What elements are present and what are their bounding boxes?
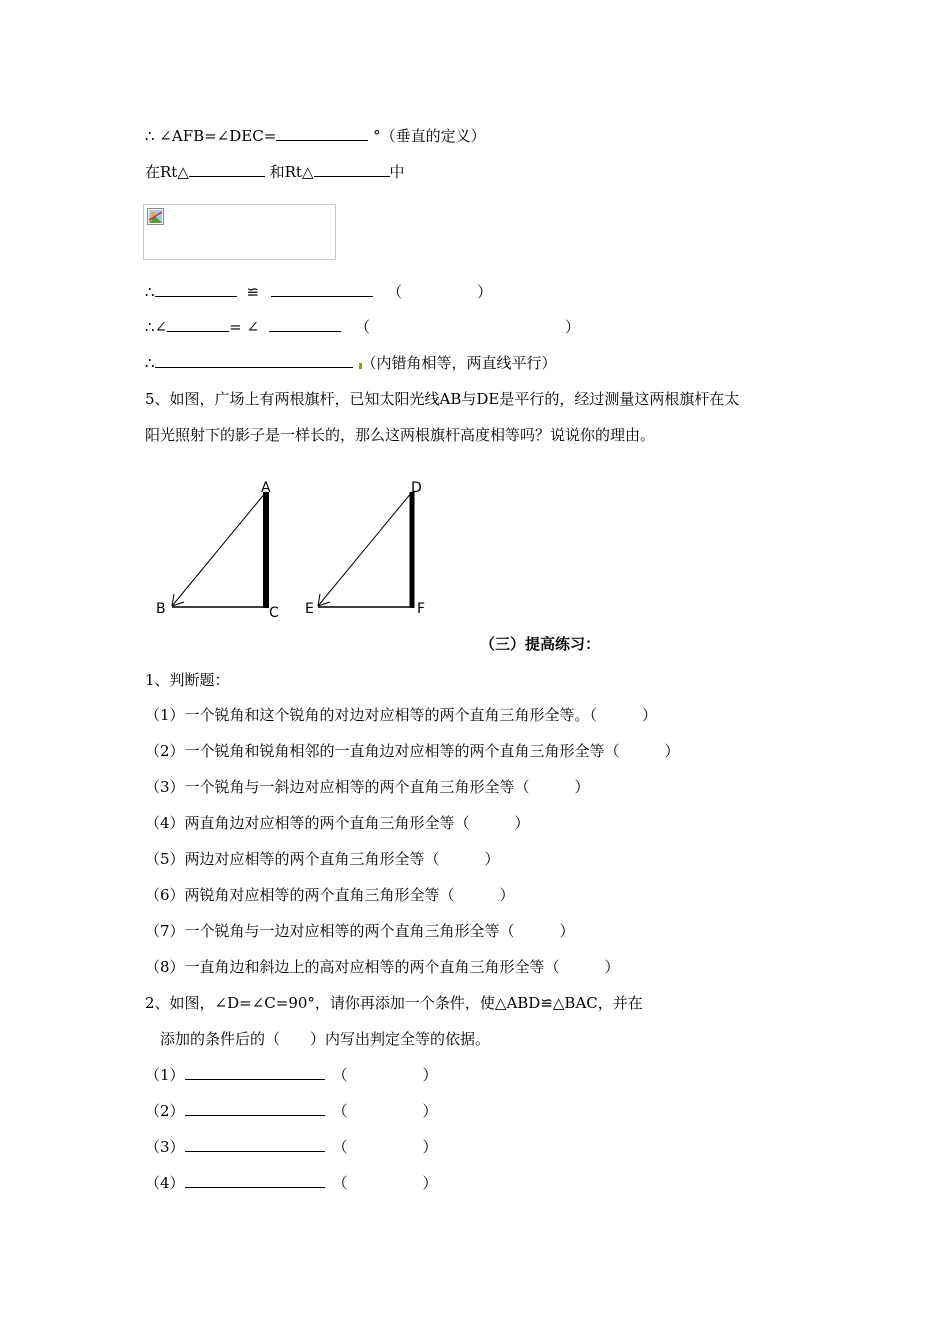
- answer-blank[interactable]: [155, 353, 353, 368]
- q2-item-4: （4） （ ）: [145, 1174, 438, 1192]
- answer-blank[interactable]: [276, 126, 368, 141]
- label-a: A: [261, 480, 271, 496]
- label-b: B: [156, 601, 166, 617]
- q1-title: 1、判断题：: [145, 671, 230, 689]
- label-f: F: [417, 601, 426, 617]
- sunray-ab: [172, 492, 266, 606]
- proof-line-5: ∴ （内错角相等，两直线平行）: [145, 354, 557, 372]
- broken-image-icon: [147, 208, 164, 225]
- q1-item-3: （3）一个锐角与一斜边对应相等的两个直角三角形全等（ ）: [145, 778, 590, 796]
- answer-blank[interactable]: [185, 1065, 325, 1080]
- q1-item-5: （5）两边对应相等的两个直角三角形全等（ ）: [145, 850, 500, 868]
- label-d: D: [411, 480, 422, 496]
- proof-line-1: ∴ ∠AFB=∠DEC= °（垂直的定义）: [145, 127, 486, 145]
- triangle-abc: [156, 480, 279, 621]
- label-e: E: [305, 601, 314, 617]
- answer-blank[interactable]: [189, 162, 265, 177]
- missing-image-frame: [143, 204, 336, 260]
- answer-blank[interactable]: [155, 282, 237, 297]
- section-heading: （三）提高练习：: [479, 635, 600, 653]
- answer-blank[interactable]: [269, 317, 341, 332]
- answer-blank[interactable]: [314, 162, 390, 177]
- triangle-def: [305, 480, 425, 617]
- answer-blank[interactable]: [167, 317, 229, 332]
- q1-item-6: （6）两锐角对应相等的两个直角三角形全等（ ）: [145, 886, 515, 904]
- answer-blank[interactable]: [185, 1101, 325, 1116]
- flagpole-figure: [140, 470, 440, 630]
- q1-item-7: （7）一个锐角与一边对应相等的两个直角三角形全等（ ）: [145, 922, 575, 940]
- q2-line-1: 2、如图，∠D=∠C=90°，请你再添加一个条件，使△ABD≌△BAC，并在: [145, 994, 643, 1012]
- q5-line-2: 阳光照射下的影子是一样长的，那么这两根旗杆高度相等吗？说说你的理由。: [145, 426, 656, 444]
- proof-line-2: 在Rt△ 和Rt△ 中: [145, 163, 405, 181]
- answer-blank[interactable]: [185, 1173, 325, 1188]
- q1-item-2: （2）一个锐角和锐角相邻的一直角边对应相等的两个直角三角形全等（ ）: [145, 742, 680, 760]
- q5-line-1: 5、如图，广场上有两根旗杆，已知太阳光线AB与DE是平行的，经过测量这两根旗杆在太: [145, 390, 740, 408]
- proof-line-3: ∴ ≌ （ ）: [145, 283, 493, 301]
- q1-item-1: （1）一个锐角和这个锐角的对边对应相等的两个直角三角形全等。（ ）: [145, 706, 658, 724]
- q2-item-1: （1） （ ）: [145, 1066, 438, 1084]
- q2-line-2: 添加的条件后的（ ）内写出判定全等的依据。: [160, 1030, 491, 1048]
- q1-item-8: （8）一直角边和斜边上的高对应相等的两个直角三角形全等（ ）: [145, 958, 620, 976]
- answer-blank[interactable]: [185, 1137, 325, 1152]
- sunray-de: [318, 492, 412, 606]
- q2-item-3: （3） （ ）: [145, 1138, 438, 1156]
- q1-item-4: （4）两直角边对应相等的两个直角三角形全等（ ）: [145, 814, 530, 832]
- label-c: C: [269, 605, 279, 621]
- answer-blank[interactable]: [271, 282, 373, 297]
- proof-line-4: ∴∠ = ∠ （ ）: [145, 318, 581, 336]
- q2-item-2: （2） （ ）: [145, 1102, 438, 1120]
